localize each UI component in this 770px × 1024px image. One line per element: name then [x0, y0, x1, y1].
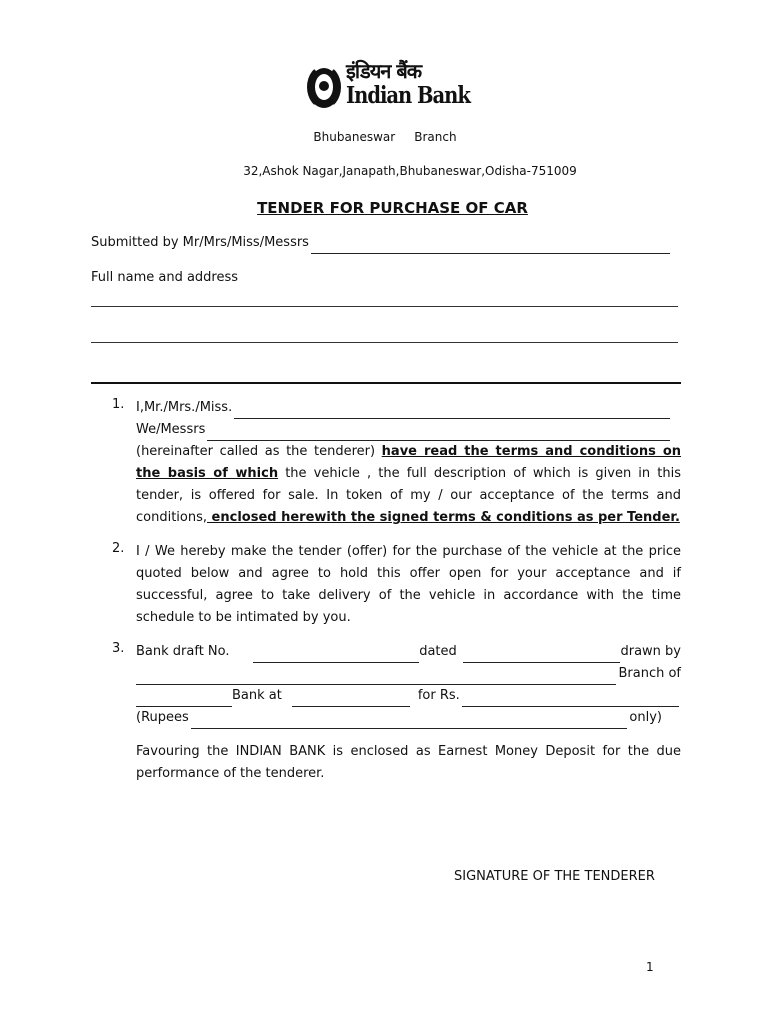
item-2-paragraph: I / We hereby make the tender (offer) for the purchase of the vehicle at the price quoted below and agree to hold this offer open for your acceptance and if successful, agree to take delivery of the vehicle in accordance with the time schedule to be intimated by you.	[136, 544, 681, 625]
bank-draft-number-field[interactable]	[253, 648, 419, 663]
item-1-messrs-label: We/Messrs	[136, 422, 206, 437]
item-3-row-4	[136, 707, 662, 729]
item-1-paragraph	[136, 441, 681, 529]
item-1-name-label: I,Mr./Mrs./Miss.	[136, 400, 233, 415]
draft-date-field[interactable]	[463, 648, 621, 663]
submitted-by-label: Submitted by Mr/Mrs/Miss/Messrs	[91, 235, 309, 250]
item-1-bold-b: enclosed herewith the signed terms & conditions as per Tender.	[207, 510, 680, 525]
drawn-by-branch-field[interactable]	[136, 670, 616, 685]
item-1-messrs-row	[136, 419, 672, 441]
item-3-row-2	[136, 663, 681, 685]
item-2-number: 2.	[112, 541, 125, 556]
branch-of-label: Branch of	[618, 666, 681, 681]
item-3-number: 3.	[112, 641, 125, 656]
item-1-name-row	[136, 397, 672, 419]
item-1-messrs-field[interactable]	[207, 426, 670, 441]
bank-location-field[interactable]	[292, 692, 410, 707]
bank-draft-label: Bank draft No.	[136, 644, 230, 659]
logo-english-text: Indian Bank	[346, 82, 470, 109]
logo-hindi-text: इंडियन बैंक	[346, 59, 422, 83]
amount-words-field[interactable]	[191, 714, 628, 729]
dated-label: dated	[419, 644, 457, 659]
item-1-text-a: (hereinafter called as the tenderer)	[136, 444, 382, 459]
item-1-text-b: the vehicle , the full description of which is given in this tender, is offered for sale. In token of my / our acceptance of the terms and conditions,	[136, 466, 681, 525]
item-3-row-1	[136, 641, 681, 663]
item-1-bold-a: have read the terms and conditions on the basis of which	[136, 444, 682, 481]
drawn-by-label: drawn by	[620, 644, 681, 659]
only-label: only)	[629, 710, 662, 725]
emblem-shape	[307, 62, 341, 109]
submitted-by-field[interactable]	[311, 239, 670, 254]
branch-name: Bhubaneswar Branch	[313, 130, 457, 144]
full-name-label: Full name and address	[91, 270, 239, 285]
item-1-name-field[interactable]	[234, 404, 670, 419]
submitted-by-row	[91, 232, 672, 254]
signature-label: SIGNATURE OF THE TENDERER	[454, 869, 655, 884]
section-divider	[91, 382, 681, 384]
amount-rs-field[interactable]	[462, 692, 679, 707]
address-line-2[interactable]	[91, 342, 678, 343]
item-3-row-3	[136, 685, 681, 707]
rupees-label: (Rupees	[136, 710, 189, 725]
branch-address: 32,Ashok Nagar,Janapath,Bhubaneswar,Odisha-751009	[243, 164, 577, 178]
bank-name-field[interactable]	[136, 692, 232, 707]
favouring-paragraph: Favouring the INDIAN BANK is enclosed as Earnest Money Deposit for the due performance of the tenderer.	[136, 744, 681, 781]
for-rs-label: for Rs.	[417, 688, 460, 703]
page-number: 1	[646, 960, 654, 974]
page-title: TENDER FOR PURCHASE OF CAR	[257, 199, 528, 217]
bank-at-label: Bank at	[232, 688, 282, 703]
item-1-number: 1.	[112, 397, 125, 412]
address-line-1[interactable]	[91, 306, 678, 307]
